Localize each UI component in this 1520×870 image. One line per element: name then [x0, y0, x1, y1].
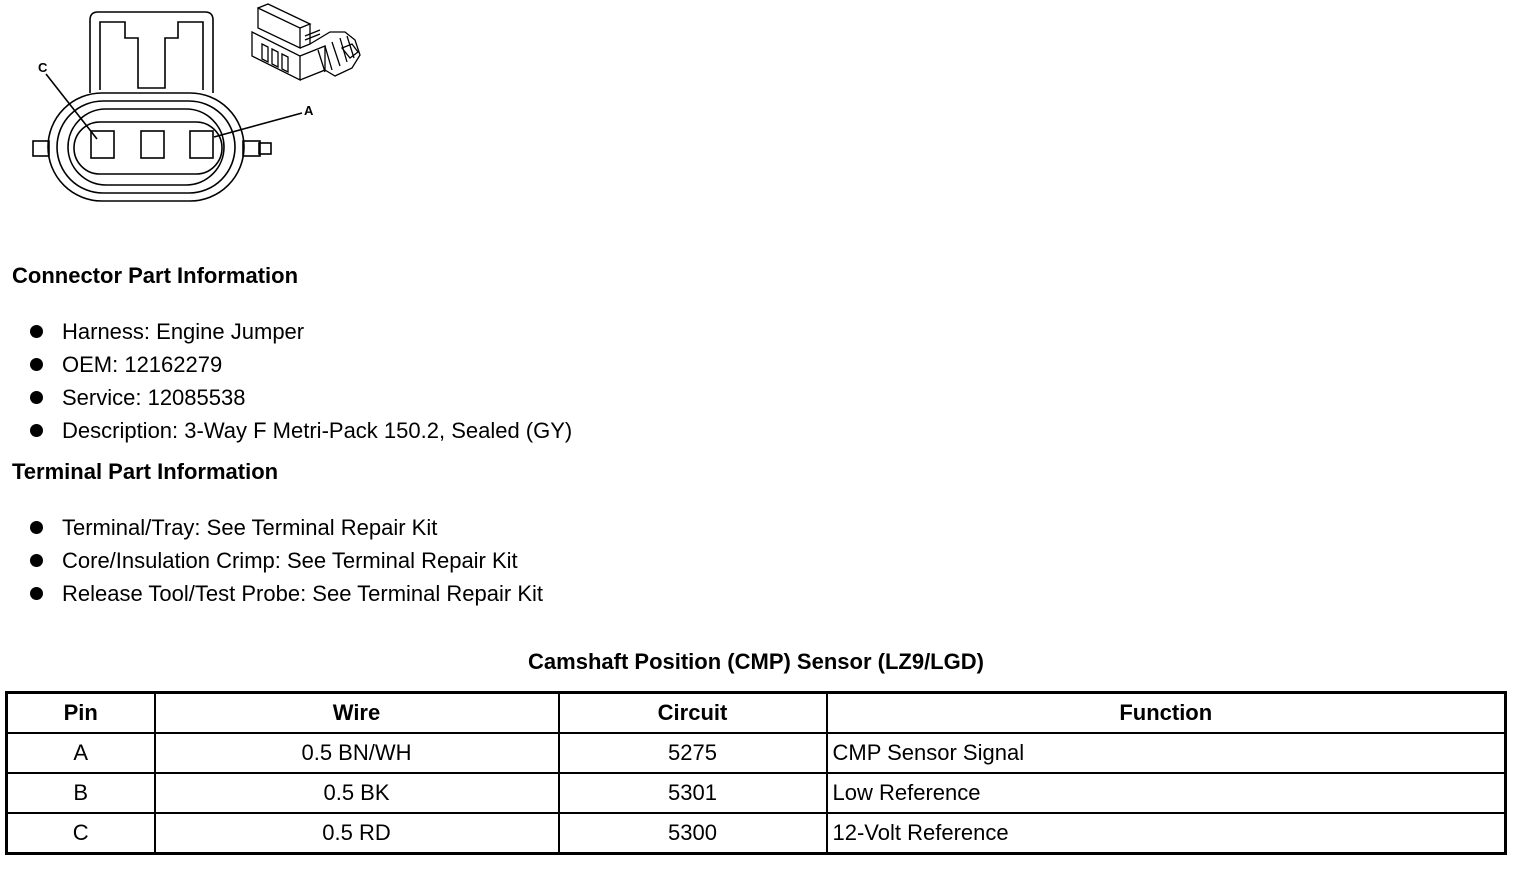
terminal-section-title: Terminal Part Information — [12, 459, 279, 484]
label-a: A — [304, 103, 314, 118]
wire-cell: 0.5 RD — [155, 813, 559, 854]
list-item — [0, 315, 572, 348]
release-tool-text: Release Tool/Test Probe: See Terminal Repair Kit — [62, 581, 543, 606]
terminal-tray-text: Terminal/Tray: See Terminal Repair Kit — [62, 515, 438, 540]
header-function: Function — [827, 693, 1506, 734]
connector-latch — [90, 12, 213, 93]
description-text: Description: 3-Way F Metri-Pack 150.2, Sealed (GY) — [62, 418, 573, 443]
list-item — [0, 544, 543, 577]
circuit-cell: 5300 — [559, 813, 827, 854]
bullet-icon — [30, 424, 43, 437]
header-wire: Wire — [155, 693, 559, 734]
table-row — [7, 773, 1506, 813]
list-item — [0, 577, 543, 610]
header-circuit: Circuit — [559, 693, 827, 734]
bullet-icon — [30, 391, 43, 404]
table-row — [7, 813, 1506, 854]
table-title: Camshaft Position (CMP) Sensor (LZ9/LGD) — [528, 649, 984, 674]
function-cell: CMP Sensor Signal — [827, 733, 1506, 773]
bullet-icon — [30, 358, 43, 371]
crimp-text: Core/Insulation Crimp: See Terminal Repair Kit — [62, 548, 518, 573]
list-item — [0, 348, 572, 381]
bullet-icon — [30, 521, 43, 534]
connector-section-title: Connector Part Information — [12, 263, 299, 288]
bullet-icon — [30, 325, 43, 338]
pinout-table — [5, 691, 1507, 855]
function-cell: 12-Volt Reference — [827, 813, 1506, 854]
list-item — [0, 511, 543, 544]
header-pin: Pin — [7, 693, 155, 734]
function-cell: Low Reference — [827, 773, 1506, 813]
pin-cell: B — [7, 773, 155, 813]
list-item — [0, 414, 572, 447]
pin-cell: A — [7, 733, 155, 773]
service-text: Service: 12085538 — [62, 385, 246, 410]
terminal-info-list — [0, 511, 543, 610]
pin-cell: C — [7, 813, 155, 854]
connector-iso-icon — [252, 4, 360, 80]
cavity-a — [190, 131, 213, 158]
harness-text: Harness: Engine Jumper — [62, 319, 305, 344]
connector-info-list — [0, 315, 572, 447]
cavity-b — [141, 131, 164, 158]
label-c: C — [38, 60, 48, 75]
oem-text: OEM: 12162279 — [62, 352, 223, 377]
list-item — [0, 381, 572, 414]
bullet-icon — [30, 587, 43, 600]
wire-cell: 0.5 BN/WH — [155, 733, 559, 773]
bullet-icon — [30, 554, 43, 567]
circuit-cell: 5301 — [559, 773, 827, 813]
table-row — [7, 733, 1506, 773]
table-header-row — [7, 693, 1506, 734]
connector-diagram — [0, 0, 380, 215]
circuit-cell: 5275 — [559, 733, 827, 773]
wire-cell: 0.5 BK — [155, 773, 559, 813]
